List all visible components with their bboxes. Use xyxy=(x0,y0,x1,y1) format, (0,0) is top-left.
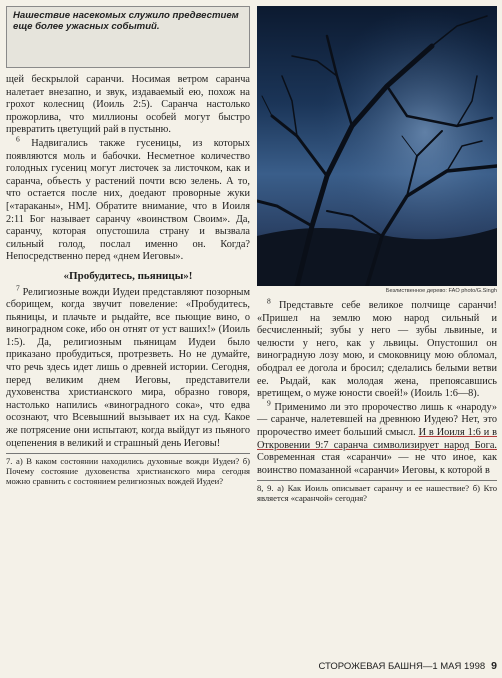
section-subheading: «Пробудитесь, пьяницы»! xyxy=(63,269,193,282)
pull-quote-box xyxy=(6,6,250,68)
paragraph-continuation: щей бескрылой саранчи. Носимая ветром саранча налетает внезапно, и звук, издаваемый ею, похож на грохот колесниц (Иоиль 2:5). Саранча настолько прожорлива, что миллионы особей могут быстро превратить цветущий рай в пустыню. xyxy=(6,74,250,136)
masthead: СТОРОЖЕВАЯ БАШНЯ—1 МАЯ 1998 xyxy=(318,661,486,672)
right-column xyxy=(257,6,497,503)
paragraph-text: Современная стая «саранчи» — не что иное, как воинство помазанной «саранчи» Иеговы, к которой в xyxy=(257,452,497,476)
page-footer xyxy=(257,660,497,672)
divider xyxy=(257,480,497,481)
paragraph-number: 6 xyxy=(16,134,20,144)
paragraph-text: Представьте себе великое полчище саранчи! «Пришел на землю мою народ сильный и бесчисленный; зубы у него — зубы львиные, и челюсти у него, как у львицы. Опустошил он виноградную лозу мою, и смоковницу мою обломал, ободрал ее догола и бросил; сделались белыми ветви ее. Рыдай, как молодая жена, препоясавшись вретищем, о муже юности своей!» (Иоиль 1:6—8). xyxy=(257,300,497,400)
paragraph-text: Религиозные вожди Иудеи представляют позорным сборищем, когда звучит повеление: «Пробудитесь, пьяницы, и плачьте и рыдайте, все пьющие вино, о виноградном соке, ибо он отнят от уст ваших!» (Иоиль 1:5). Да, религиозным пьяницам Иудеи было приказано пробудиться, протрезветь. Но не думайте, что речь здесь идет лишь о древней истории. Сегодня, перед великим днем Иеговы, представители духовенства христианского мира, образно говоря, настолько напились «виноградного сока», что едва осознают, что Всевышний вызывает их на суд. Какое же потрясение они испытают, когда выйдут из пьяного оцепенения в великий и страшный день Иеговы! xyxy=(6,286,250,449)
paragraph-7 xyxy=(6,283,250,451)
pull-quote-text: Нашествие насекомых служило предвестием еще более ужасных событий. xyxy=(13,10,239,33)
paragraph-number: 7 xyxy=(16,283,20,293)
photo-credit: Безлиственное дерево: FAO photo/G.Singh xyxy=(385,288,497,294)
tree-silhouette-image xyxy=(257,6,497,286)
paragraph-8 xyxy=(257,296,497,401)
divider xyxy=(6,453,250,454)
underlined-passage: И в Иоиля 1:6 и в Откровении 9:7 саранча символизирует народ Бога. xyxy=(257,426,498,451)
paragraph-6 xyxy=(6,134,251,264)
paragraph-text: Применимо ли это пророчество лишь к «народу» — саранче, налетевшей на древнюю Иудею? Нет, это пророчество имеет больший смысл. xyxy=(257,401,498,438)
study-questions-8-9: 8, 9. а) Как Иоиль описывает саранчу и ее нашествие? б) Кто является «саранчой» сегодня? xyxy=(257,483,497,504)
right-body-text xyxy=(257,296,498,477)
page-number: 9 xyxy=(491,660,497,672)
left-column xyxy=(6,6,250,486)
left-body-text xyxy=(6,74,250,450)
paragraph-9 xyxy=(257,398,498,478)
paragraph-number: 9 xyxy=(267,398,271,408)
paragraph-text: Надвигались также гусеницы, из которых появляются моль и бабочки. Несметное количество голодных гусениц могут листочек за листочком, как и саранча, объесть у растений почти всю зелень. А то, что остается после них, доедают проворные жуки [«тараканы», НМ]. Обратите внимание, что в Иоиля 2:11 Бог называет саранчу «воинством Своим». Да, саранчу, которая опустошила страну и вызвала сильный голод, послал именно он. Когда? Непосредственно перед «днем Иеговы». xyxy=(6,137,251,263)
study-questions-7: 7. а) В каком состоянии находились духовные вожди Иудеи? б) Почему состояние духовенства христианского мира сегодня можно сравнить с состоянием религиозных вождей Иудеи? xyxy=(6,456,250,487)
paragraph-number: 8 xyxy=(267,296,271,306)
leafless-tree-photo xyxy=(257,6,497,286)
